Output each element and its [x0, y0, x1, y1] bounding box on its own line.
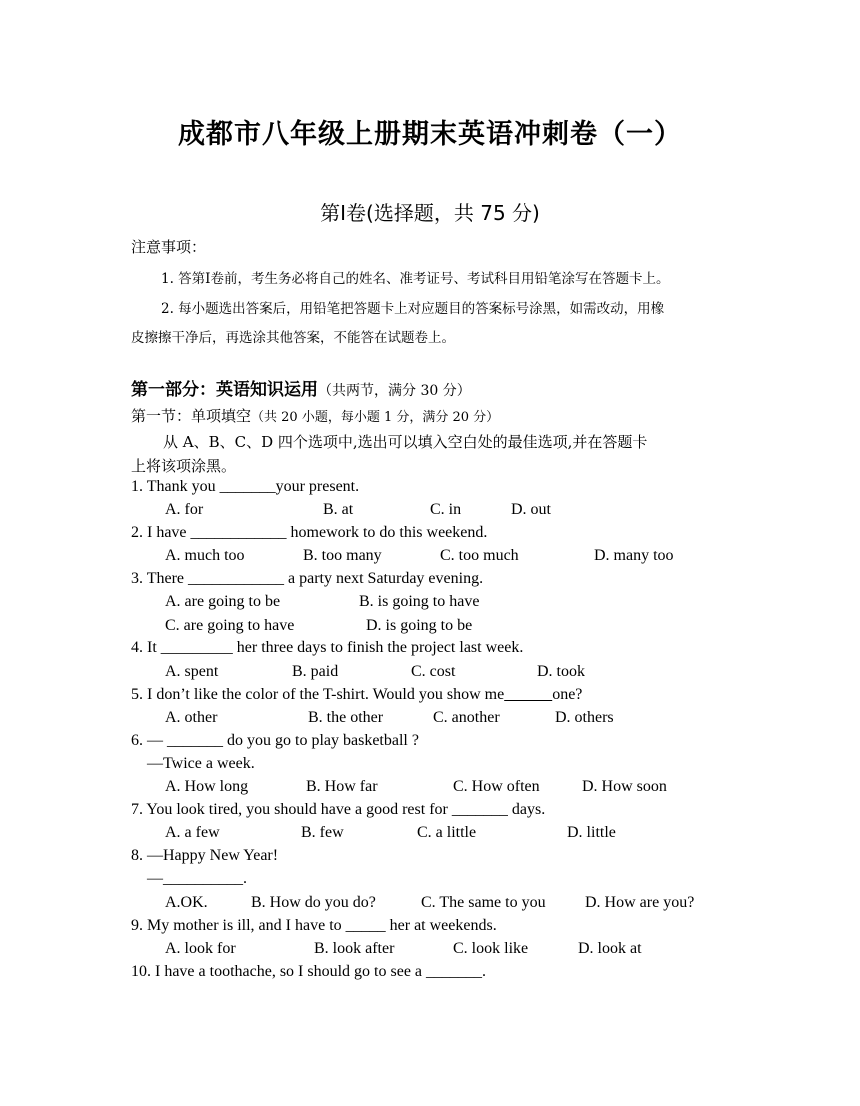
part-1-heading — [131, 375, 471, 400]
volume-subtitle: 第Ⅰ卷(选择题，共 75 分) — [320, 201, 540, 225]
question-3-option-b: B. is going to have — [359, 593, 480, 610]
notice-item-1: 1. 答第Ⅰ卷前，考生务必将自己的姓名、准考证号、考试科目用铅笔涂写在答题卡上。 — [161, 271, 670, 287]
question-7-option-d: D. little — [567, 824, 616, 841]
question-6-stem: 6. — _______ do you go to play basketball ? — [131, 732, 419, 749]
question-4-option-b: B. paid — [292, 663, 339, 680]
question-3-option-d: D. is going to be — [366, 617, 473, 634]
section-1-note: （共 20 小题，每小题 1 分，满分 20 分） — [251, 410, 500, 425]
question-3-option-a: A. are going to be — [165, 593, 281, 610]
question-1-option-c: C. in — [430, 501, 462, 518]
question-6-option-c: C. How often — [453, 778, 540, 795]
question-9-option-c: C. look like — [453, 940, 529, 957]
question-5-option-a: A. other — [165, 709, 218, 726]
question-5-blank — [504, 686, 552, 703]
question-7-option-b: B. few — [301, 824, 344, 841]
question-1-option-d: D. out — [511, 501, 551, 518]
instruction-line-1: 从 A、B、C、D 四个选项中,选出可以填入空白处的最佳选项,并在答题卡 — [163, 433, 648, 451]
question-1-stem: 1. Thank you _______your present. — [131, 478, 360, 495]
question-2-option-c: C. too much — [440, 547, 519, 564]
question-3-stem: 3. There ____________ a party next Saturday evening. — [131, 570, 484, 587]
question-5-option-c: C. another — [433, 709, 500, 726]
notice-item-2-line-2: 皮擦擦干净后，再选涂其他答案，不能答在试题卷上。 — [131, 330, 455, 346]
part-1-note: （共两节，满分 30 分） — [318, 383, 471, 399]
question-5-option-d: D. others — [555, 709, 614, 726]
question-7-option-c: C. a little — [417, 824, 477, 841]
part-1-title: 第一部分：英语知识运用 — [131, 380, 318, 400]
question-5-stem — [131, 686, 582, 704]
question-4-option-c: C. cost — [411, 663, 456, 680]
section-1-title: 第一节：单项填空 — [131, 407, 252, 425]
question-1-option-a: A. for — [165, 501, 204, 518]
instruction-line-2: 上将该项涂黑。 — [131, 457, 237, 475]
notice-heading: 注意事项： — [131, 238, 207, 256]
question-9-stem: 9. My mother is ill, and I have to _____ her at weekends. — [131, 917, 497, 934]
question-10-stem: 10. I have a toothache, so I should go to see a _______. — [131, 963, 487, 980]
question-5-stem-start: 5. I don’t like the color of the T-shirt. Would you show me — [131, 686, 505, 703]
question-6-option-b: B. How far — [306, 778, 378, 795]
question-7-option-a: A. a few — [165, 824, 220, 841]
question-8-stem: 8. —Happy New Year! — [131, 847, 279, 864]
notice-item-2-line-1: 2. 每小题选出答案后，用铅笔把答题卡上对应题目的答案标号涂黑，如需改动，用橡 — [161, 301, 665, 317]
question-2-option-d: D. many too — [594, 547, 674, 564]
question-2-option-a: A. much too — [165, 547, 245, 564]
question-8-reply: —__________. — [147, 870, 247, 887]
question-3-option-c: C. are going to have — [165, 617, 295, 634]
question-2-option-b: B. too many — [303, 547, 382, 564]
question-5-stem-end: one? — [552, 686, 583, 703]
question-4-option-a: A. spent — [165, 663, 219, 680]
question-8-option-c: C. The same to you — [421, 894, 546, 911]
question-8-option-a: A.OK. — [165, 894, 208, 911]
question-8-option-d: D. How are you? — [585, 894, 695, 911]
question-5-option-b: B. the other — [308, 709, 384, 726]
question-1-option-b: B. at — [323, 501, 354, 518]
question-4-option-d: D. took — [537, 663, 585, 680]
question-2-stem: 2. I have ____________ homework to do this weekend. — [131, 524, 488, 541]
question-7-stem: 7. You look tired, you should have a good rest for _______ days. — [131, 801, 546, 818]
question-6-reply: —Twice a week. — [147, 755, 255, 772]
question-9-option-a: A. look for — [165, 940, 236, 957]
question-8-option-b: B. How do you do? — [251, 894, 376, 911]
question-4-stem: 4. It _________ her three days to finish the project last week. — [131, 639, 524, 656]
page-title: 成都市八年级上册期末英语冲刺卷（一） — [178, 119, 682, 150]
section-1-heading — [131, 405, 499, 426]
question-6-option-d: D. How soon — [582, 778, 667, 795]
question-9-option-b: B. look after — [314, 940, 395, 957]
question-9-option-d: D. look at — [578, 940, 642, 957]
question-6-option-a: A. How long — [165, 778, 249, 795]
